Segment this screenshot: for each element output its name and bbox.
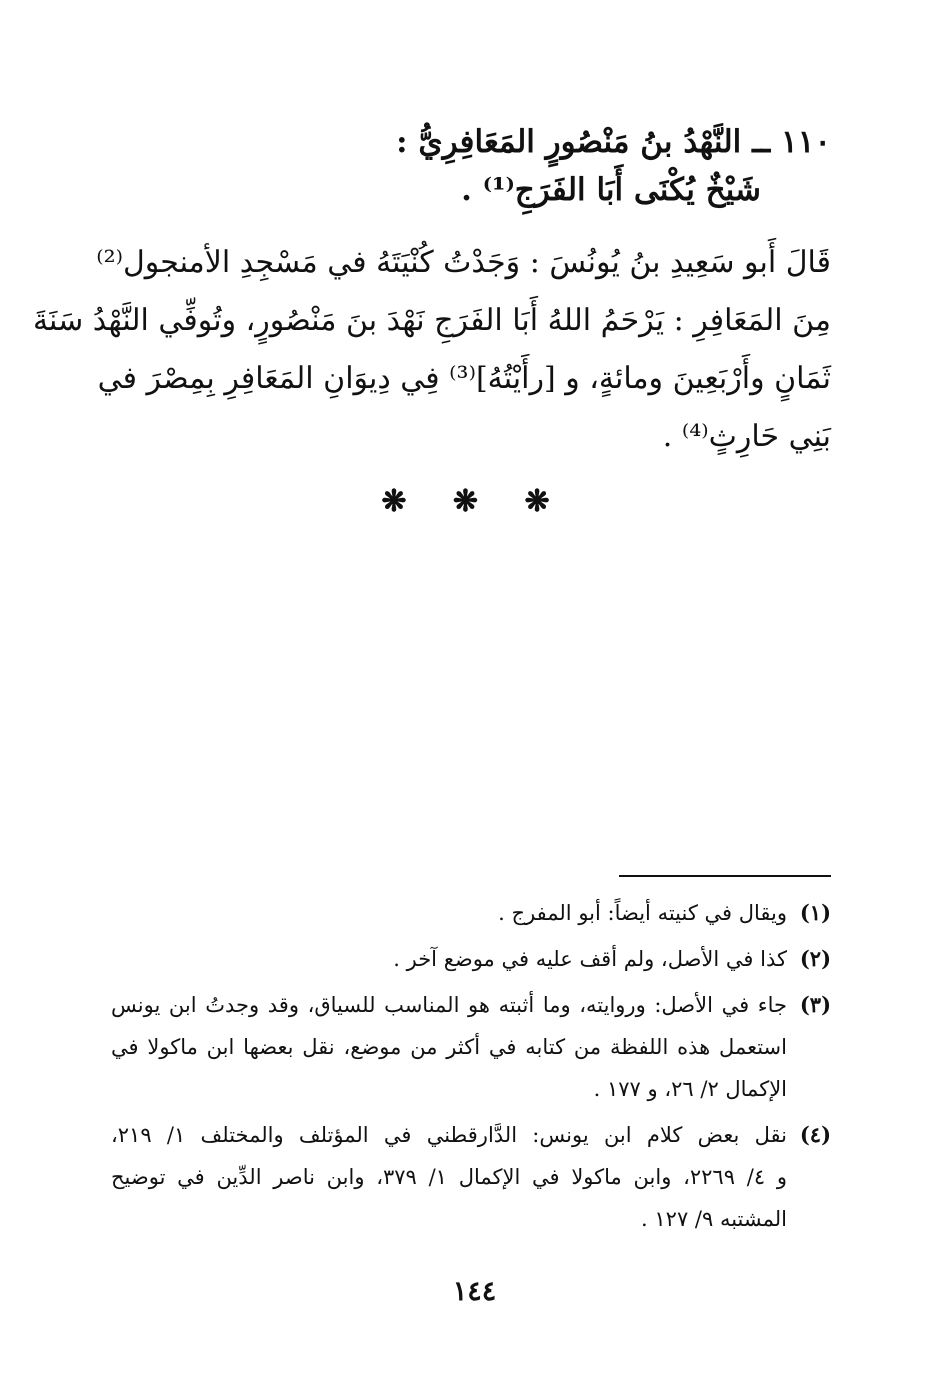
footnote-item <box>111 984 831 1110</box>
footnotes <box>111 892 831 1244</box>
paragraph-line: ثَمَانٍ وأَرْبَعِينَ ومائةٍ، و [رأَيْتُهُ]⁽³⁾ فِي دِيوَانِ المَعَافِرِ بِمِصْرَ في <box>97 361 831 396</box>
entry-subheading: شَيْخٌ يُكْنَى أَبَا الفَرَجِ⁽¹⁾ . <box>461 172 761 208</box>
paragraph-line: مِنَ المَعَافِرِ : يَرْحَمُ اللهُ أَبَا الفَرَجِ نَهْدَ بنَ مَنْصُورٍ، وتُوفِّي النَّهْدُ سَنَةَ <box>32 303 831 338</box>
entry-heading: ١١٠ ــ النَّهْدُ بنُ مَنْصُورٍ المَعَافِرِيُّ : <box>396 124 831 160</box>
footnote-number: (٢) <box>799 946 831 971</box>
footnote-item <box>111 1114 831 1240</box>
footnote-number: (٤) <box>799 1122 831 1147</box>
section-separator: ❋ ❋ ❋ <box>381 484 568 519</box>
footnote-text <box>111 892 787 934</box>
footnote-line: ويقال في كنيته أيضاً: أبو المفرج . <box>498 901 787 925</box>
footnote-line: جاء في الأصل: وروايته، وما أثبته هو المناسب للسياق، وقد وجدتُ ابن يونس <box>111 993 787 1017</box>
footnote-number: (٣) <box>799 992 831 1017</box>
footnote-divider <box>619 875 831 877</box>
footnote-line: نقل بعض كلام ابن يونس: الدَّارقطني في المؤتلف والمختلف ١/ ٢١٩، <box>111 1123 787 1147</box>
footnote-line: استعمل هذه اللفظة من كتابه في أكثر من موضع، نقل بعضها ابن ماكولا في <box>111 1035 787 1059</box>
footnote-item <box>111 938 831 980</box>
footnote-text <box>111 938 787 980</box>
footnote-item <box>111 892 831 934</box>
footnote-text <box>111 1114 787 1240</box>
main-paragraph <box>32 234 831 466</box>
footnote-line: الإكمال ٢/ ٢٦، و ١٧٧ . <box>593 1077 787 1101</box>
page-number: ١٤٤ <box>452 1276 497 1307</box>
paragraph-line: قَالَ أَبو سَعِيدِ بنُ يُونُسَ : وَجَدْتُ كُنْيَتَهُ في مَسْجِدِ الأمنجول⁽²⁾ <box>96 245 831 280</box>
footnote-line: و ٤/ ٢٢٦٩، وابن ماكولا في الإكمال ١/ ٣٧٩، وابن ناصر الدِّين في توضيح <box>111 1165 787 1189</box>
paragraph-line: بَنِي حَارِثٍ⁽⁴⁾ . <box>662 419 831 454</box>
footnote-line: كذا في الأصل، ولم أقف عليه في موضع آخر . <box>393 947 787 971</box>
footnote-text <box>111 984 787 1110</box>
footnote-line: المشتبه ٩/ ١٢٧ . <box>641 1207 787 1231</box>
footnote-number: (١) <box>799 900 831 925</box>
